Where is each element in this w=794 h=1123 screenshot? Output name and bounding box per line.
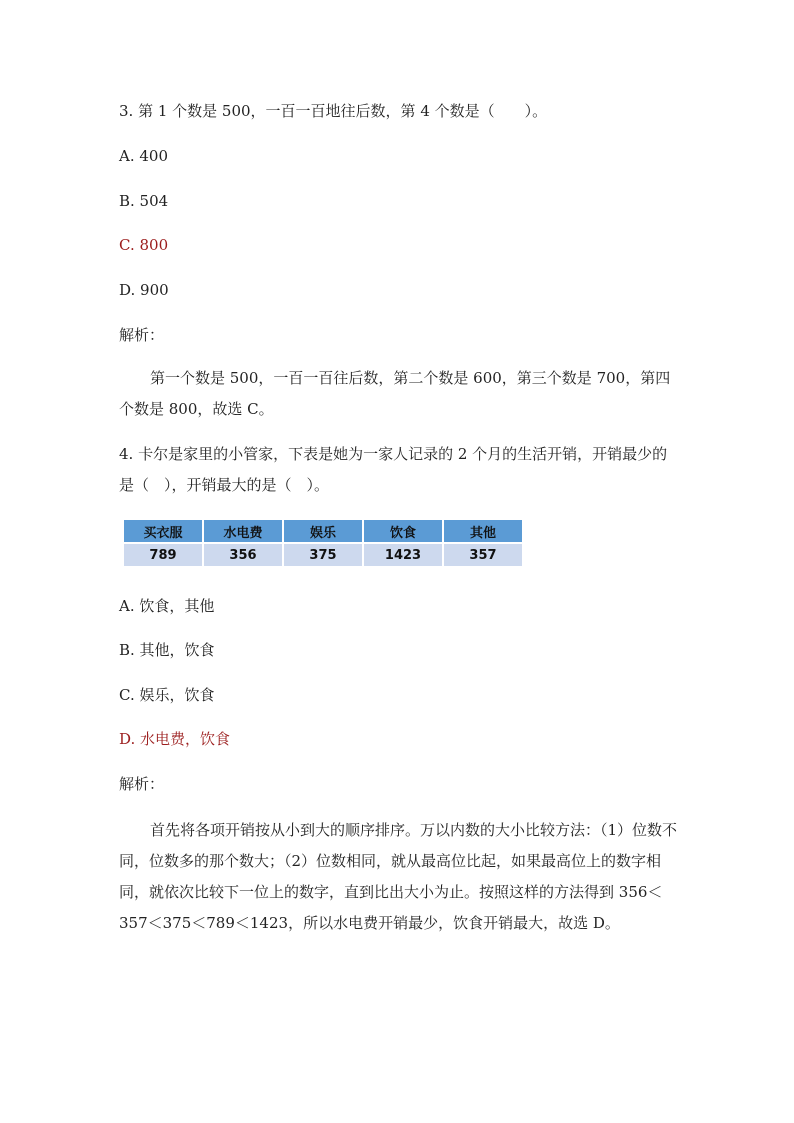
table-header-cell: 水电费 xyxy=(204,520,284,542)
table-cell: 1423 xyxy=(364,542,444,566)
q4-option-a: A. 饮食，其他 xyxy=(119,597,215,615)
table-cell: 357 xyxy=(444,542,522,566)
q4-option-d-correct: D. 水电费，饮食 xyxy=(119,730,231,748)
table-header-cell: 其他 xyxy=(444,520,522,542)
expense-table xyxy=(124,520,522,566)
question-3-stem: 3. 第 1 个数是 500，一百一百地往后数，第 4 个数是（ ）。 xyxy=(119,102,548,120)
table-header-cell: 饮食 xyxy=(364,520,444,542)
q4-analysis-text: 首先将各项开销按从小到大的顺序排序。万以内数的大小比较方法：（1）位数不同，位数多的那个数大；（2）位数相同，就从最高位比起，如果最高位上的数字相同，就依次比较下一位上的数字，直到比出大小为止。按照这样的方法得到 356＜357＜375＜789＜1423，所以水电费开销最少，饮食开销最大，故选 D。 xyxy=(119,821,678,932)
question-4-stem: 4. 卡尔是家里的小管家，下表是她为一家人记录的 2 个月的生活开销，开销最少的是（ ），开销最大的是（ ）。 xyxy=(119,445,668,494)
table-header-cell: 买衣服 xyxy=(124,520,204,542)
table-cell: 356 xyxy=(204,542,284,566)
table-row xyxy=(124,542,522,566)
q3-option-c-correct: C. 800 xyxy=(119,236,169,254)
q3-option-a: A. 400 xyxy=(119,147,168,165)
q3-option-d: D. 900 xyxy=(119,281,169,299)
table-header-row xyxy=(124,520,522,542)
table-cell: 375 xyxy=(284,542,364,566)
table-cell: 789 xyxy=(124,542,204,566)
q4-option-b: B. 其他，饮食 xyxy=(119,641,215,659)
table-header-cell: 娱乐 xyxy=(284,520,364,542)
q4-analysis-label: 解析： xyxy=(119,775,165,793)
q4-option-c: C. 娱乐，饮食 xyxy=(119,686,215,704)
q3-option-b: B. 504 xyxy=(119,192,169,210)
q3-analysis-label: 解析： xyxy=(119,326,165,344)
q3-analysis-text: 第一个数是 500，一百一百往后数，第二个数是 600，第三个数是 700，第四个数是 800，故选 C。 xyxy=(119,369,671,418)
